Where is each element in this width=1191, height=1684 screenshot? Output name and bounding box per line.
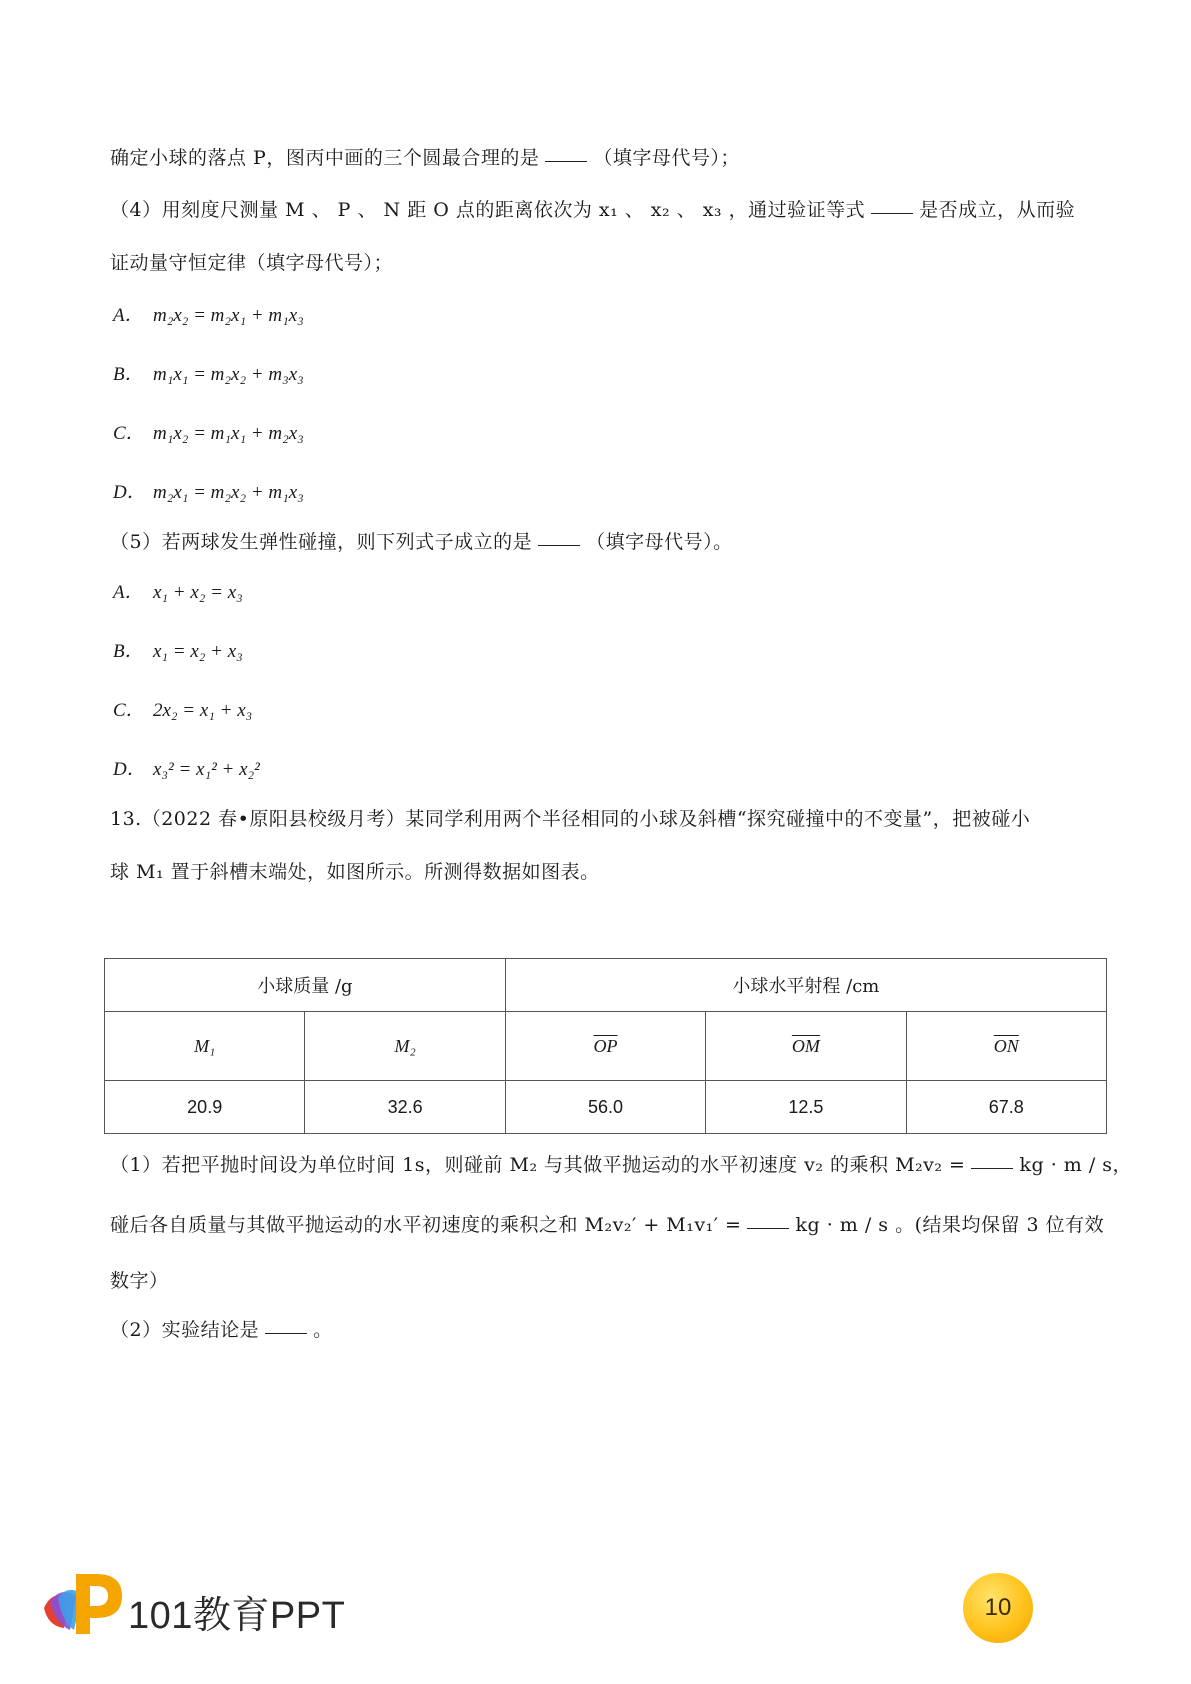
option-4b [113, 359, 304, 386]
part-1-line-3 [110, 1266, 169, 1293]
question-13-line-1 [110, 804, 1030, 831]
option-5d [113, 754, 260, 781]
header-om: $\overline{OM}$ [791, 1035, 820, 1056]
table-group-header-row [105, 959, 1107, 1012]
page-number-badge [963, 1573, 1033, 1643]
brand-name: 101教育PPT [128, 1595, 346, 1637]
part-1-line-1 [110, 1150, 1132, 1177]
option-equation: x₃² = x₁² + x₂² [153, 759, 260, 780]
table-header-cell [105, 1012, 305, 1081]
option-letter: D． [113, 482, 146, 503]
option-equation: x₁ + x₂ = x₃ [153, 582, 243, 603]
header-on: $\overline{ON}$ [993, 1035, 1019, 1056]
question-13-text-2: 球 M₁ 置于斜槽末端处，如图所示。所测得数据如图表。 [110, 861, 600, 883]
table-cell: 32.6 [305, 1081, 505, 1134]
option-equation: m₂x₂ = m₂x₁ + m₁x₃ [153, 305, 304, 326]
answer-blank [265, 1332, 307, 1334]
text-line-1 [110, 143, 740, 170]
part-1-text-3: 数字） [110, 1270, 169, 1292]
header-m2: M₂ [394, 1035, 416, 1056]
question-5-tail: （填字母代号）。 [586, 531, 733, 553]
option-letter: D． [113, 759, 146, 780]
part-1-line-2 [110, 1210, 1104, 1237]
part-2-text: （2）实验结论是 [110, 1319, 260, 1341]
question-4-tail: 是否成立，从而验 [919, 199, 1076, 221]
question-13-line-2 [110, 857, 600, 884]
part-1-text: （1）若把平抛时间设为单位时间 1s，则碰前 M₂ 与其做平抛运动的水平初速度 v₂ 的乘积 M₂v₂ = [110, 1154, 966, 1176]
option-equation: m₂x₁ = m₂x₂ + m₁x₃ [153, 482, 304, 503]
text-line-1-tail: （填字母代号）； [593, 147, 740, 169]
table-header-row [105, 1012, 1107, 1081]
option-letter: A． [113, 582, 144, 603]
table-group-header: 小球水平射程 /cm [505, 959, 1106, 1012]
header-op: $\overline{OP}$ [593, 1035, 618, 1056]
option-letter: A． [113, 305, 144, 326]
option-4a [113, 300, 304, 327]
text-line-1-main: 确定小球的落点 P，图丙中画的三个圆最合理的是 [110, 147, 540, 169]
option-letter: B． [113, 364, 144, 385]
option-letter: C． [113, 700, 145, 721]
option-equation: m₁x₂ = m₁x₁ + m₂x₃ [153, 423, 304, 444]
answer-blank [545, 160, 587, 162]
header-m1: M₁ [194, 1035, 216, 1056]
question-13-text: 13.（2022 春•原阳县校级月考）某同学利用两个半径相同的小球及斜槽“探究碰撞中的不变量”，把被碰小 [110, 808, 1031, 830]
option-letter: B． [113, 641, 144, 662]
question-4-text-2: 证动量守恒定律（填字母代号）； [110, 252, 394, 274]
option-equation: 2x₂ = x₁ + x₃ [153, 700, 253, 721]
table-header-cell [305, 1012, 505, 1081]
option-equation: x₁ = x₂ + x₃ [153, 641, 243, 662]
table-cell: 12.5 [706, 1081, 906, 1134]
data-table [104, 958, 1107, 1134]
answer-blank [747, 1227, 789, 1229]
part-1-unit-2: kg · m / s 。(结果均保留 3 位有效 [795, 1214, 1105, 1236]
answer-blank [538, 544, 580, 546]
option-4d [113, 477, 304, 504]
option-letter: C． [113, 423, 145, 444]
option-5b [113, 636, 243, 663]
answer-blank [971, 1167, 1013, 1169]
question-4-line-2 [110, 248, 393, 275]
table-cell: 20.9 [105, 1081, 305, 1134]
option-equation: m₁x₁ = m₂x₂ + m₃x₃ [153, 364, 304, 385]
part-2-line [110, 1315, 333, 1342]
table-header-cell [706, 1012, 906, 1081]
question-5-text: （5）若两球发生弹性碰撞，则下列式子成立的是 [110, 531, 533, 553]
table-row [105, 1081, 1107, 1134]
table-header-cell [906, 1012, 1106, 1081]
part-1-text-2: 碰后各自质量与其做平抛运动的水平初速度的乘积之和 M₂v₂′ + M₁v₁′ = [110, 1214, 742, 1236]
table-header-cell [505, 1012, 705, 1081]
question-5-line [110, 527, 733, 554]
part-2-tail: 。 [313, 1319, 333, 1341]
question-4-line [110, 195, 1075, 222]
option-5a [113, 577, 243, 604]
table-cell: 67.8 [906, 1081, 1106, 1134]
table-group-header: 小球质量 /g [105, 959, 506, 1012]
option-5c [113, 695, 252, 722]
page-number: 10 [984, 1594, 1012, 1621]
question-4-text: （4）用刻度尺测量 M 、 P 、 N 距 O 点的距离依次为 x₁ 、 x₂ 、 x₃ ，通过验证等式 [110, 199, 866, 221]
answer-blank [871, 212, 913, 214]
logo-letter-p [76, 1574, 122, 1634]
table-cell: 56.0 [505, 1081, 705, 1134]
option-4c [113, 418, 304, 445]
part-1-unit: kg · m / s， [1019, 1154, 1133, 1176]
